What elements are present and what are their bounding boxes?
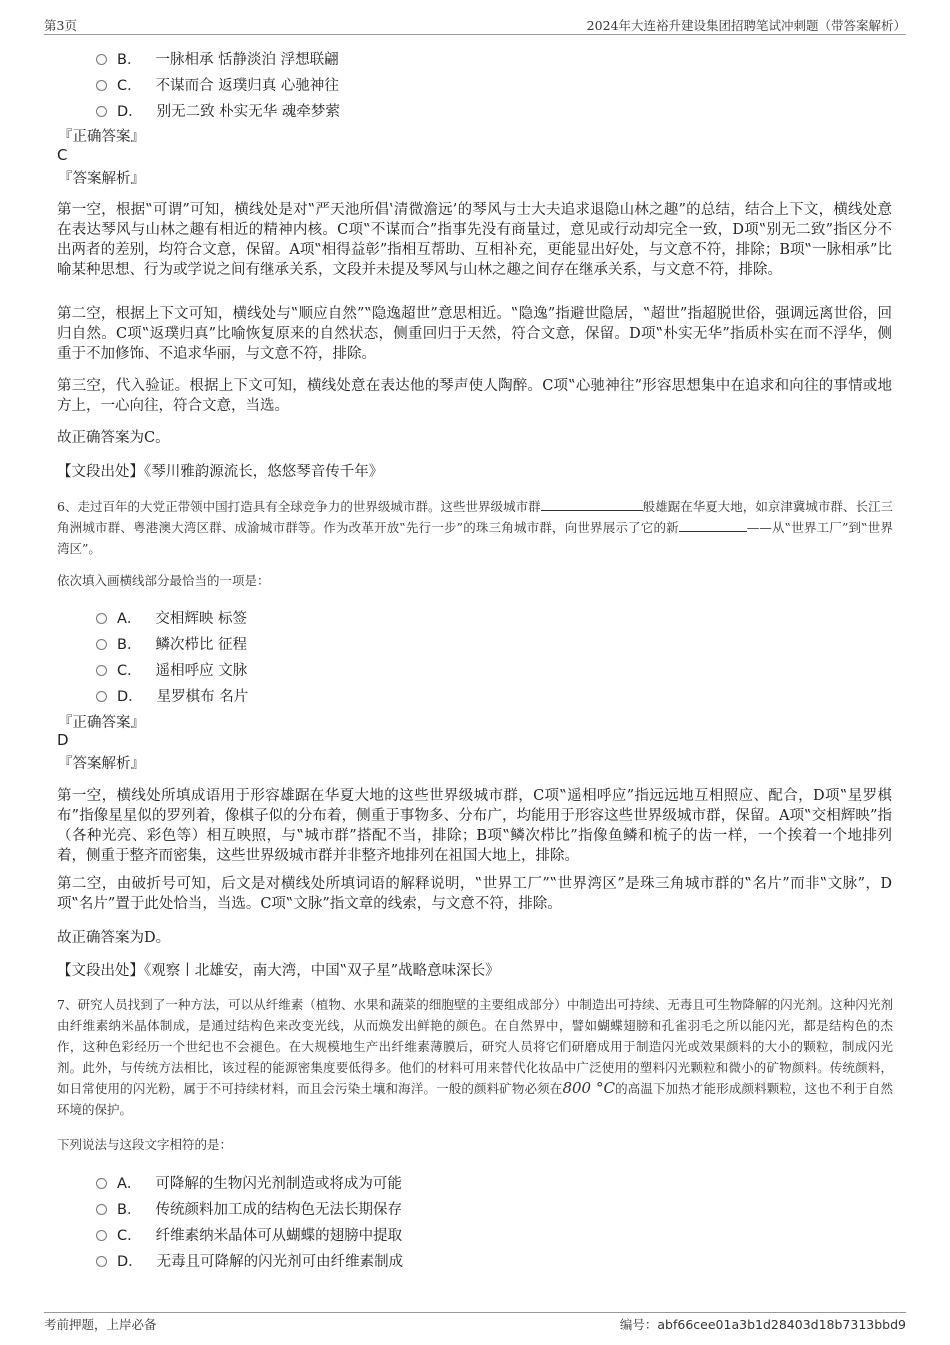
- radio-icon[interactable]: [96, 1256, 107, 1267]
- q7-option-d[interactable]: D． 无毒且可降解的闪光剂可由纤维素制成: [96, 1250, 403, 1271]
- q6-conclusion: 故正确答案为D。: [57, 930, 171, 946]
- q6-prompt: 依次填入画横线部分最恰当的一项是：: [57, 573, 270, 588]
- blank-line: [541, 498, 643, 511]
- q5-answer-tag: 『正确答案』: [58, 129, 145, 145]
- page-header: [44, 14, 906, 35]
- radio-icon[interactable]: [96, 106, 107, 117]
- q5-analysis-paragraph: 第一空，根据‟可谓”可知，横线处是对‟严天池所倡‛清微澹远’的琴风与士大夫追求退隐山林之趣”的总结，结合上下文，横线处意在表达琴风与山林之趣有相近的精神内核。C项‟不谋而合”指事先没有商量过，意见或行动却完全一致，D项‟别无二致”指区分不出两者的差别，均符合文意，保留。A项‟相得益彰”指相互帮助、互相补充，更能显出好处，与文意不符，排除；B项‟一脉相承”比喻某种思想、行为或学说之间有继承关系，文段并未提及琴风与山林之趣之间存在继承关系，与文意不符，排除。: [57, 202, 892, 278]
- q5-option-b[interactable]: B． 一脉相承 恬静淡泊 浮想联翩: [96, 48, 339, 69]
- radio-icon[interactable]: [96, 613, 107, 624]
- radio-icon[interactable]: [96, 54, 107, 65]
- page-number: 第3页: [44, 18, 77, 33]
- q6-source: 【文段出处】《观察丨北雄安，南大湾，中国‟双子星”战略意味深长》: [57, 963, 500, 979]
- q6-analysis-paragraph: 第二空，由破折号可知，后文是对横线处所填词语的解释说明，‟世界工厂”‟世界湾区”是珠三角城市群的‟名片”而非‟文脉”，D项‟名片”置于此处恰当，当选。C项‟文脉”指文章的线索，与文意不符，排除。: [57, 876, 892, 912]
- radio-icon[interactable]: [96, 80, 107, 91]
- q7-prompt: 下列说法与这段文字相符的是：: [57, 1137, 233, 1152]
- q5-analysis-tag: 『答案解析』: [58, 171, 145, 187]
- temperature-value: 800 °C: [562, 1079, 615, 1097]
- q6-option-d[interactable]: D． 星罗棋布 名片: [96, 685, 248, 706]
- q6-stem: 6、走过百年的大党正带领中国打造具有全球竞争力的世界级城市群。这些世界级城市群 般雄踞在华夏大地，如京津冀城市群、长江三角洲城市群、粤港澳大湾区群、成渝城市群等。作为改革开放‟先行一步”的珠三角城市群，向世界展示了它的新 ——从‟世界工厂”到‟世界湾区”。: [57, 499, 893, 556]
- radio-icon[interactable]: [96, 1230, 107, 1241]
- q5-analysis-paragraph: 第二空，根据上下文可知，横线处与‟顺应自然”‟隐逸超世”意思相近。‟隐逸”指避世隐居，‟超世”指超脱世俗，强调远离世俗，回归自然。C项‟返璞归真”比喻恢复原来的自然状态，侧重回归于天然，符合文意，保留。D项‟朴实无华”指质朴实在而不浮华，侧重于不加修饰、不追求华丽，与文意不符，排除。: [57, 306, 892, 362]
- q5-analysis-paragraph: 第三空，代入验证。根据上下文可知，横线处意在表达他的琴声使人陶醉。C项‟心驰神往”形容思想集中在追求和向往的事情或地方上，一心向往，符合文意，当选。: [57, 378, 892, 414]
- q5-conclusion: 故正确答案为C。: [57, 430, 170, 446]
- q6-answer: D: [57, 731, 69, 749]
- q6-option-b[interactable]: B． 鳞次栉比 征程: [96, 633, 247, 654]
- radio-icon[interactable]: [96, 1204, 107, 1215]
- blank-line: [679, 519, 747, 532]
- q5-answer: C: [57, 146, 68, 164]
- q5-source: 【文段出处】《琴川雅韵源流长，悠悠琴音传千年》: [57, 464, 384, 480]
- q5-option-d[interactable]: D． 别无二致 朴实无华 魂牵梦萦: [96, 100, 340, 121]
- radio-icon[interactable]: [96, 1178, 107, 1189]
- q6-analysis-paragraph: 第一空，横线处所填成语用于形容雄踞在华夏大地的这些世界级城市群，C项‟遥相呼应”指远远地互相照应、配合，D项‟星罗棋布”指像星星似的罗列着，像棋子似的分布着，侧重于事物多、分布广，均能用于形容这些世界级城市群，保留。A项‟交相辉映”指（各种光亮、彩色等）相互映照，与‟城市群”搭配不当，排除；B项‟鳞次栉比”指像鱼鳞和梳子的齿一样，一个挨着一个地排列着，侧重于整齐而密集，这些世界级城市群并非整齐地排列在祖国大地上，排除。: [57, 788, 892, 864]
- q6-analysis-tag: 『答案解析』: [58, 756, 145, 772]
- q7-stem: 7、研究人员找到了一种方法，可以从纤维素（植物、水果和蔬菜的细胞壁的主要组成部分）中制造出可持续、无毒且可生物降解的闪光剂。这种闪光剂由纤维素纳米晶体制成，是通过结构色来改变光线，从而焕发出鲜艳的颜色。在自然界中，譬如蝴蝶翅膀和孔雀羽毛之所以能闪光，都是结构色的杰作，这种色彩经历一个世纪也不会褪色。在大规模地生产出纤维素薄膜后，研究人员将它们研磨成用于制造闪光或效果颜料的大小的颗粒，制成闪光剂。此外，与传统方法相比，该过程的能源密集度要低得多。他们的材料可用来替代化妆品中广泛使用的塑料闪光颗粒和微小的矿物颜料。传统颜料，如日常使用的闪光粉，属于不可持续材料，而且会污染土壤和海洋。一般的颜料矿物必须在800 °C的高温下加热才能形成颜料颗粒，这也不利于自然环境的保护。: [57, 997, 893, 1117]
- q6-answer-tag: 『正确答案』: [58, 715, 145, 731]
- radio-icon[interactable]: [96, 665, 107, 676]
- q6-option-a[interactable]: A． 交相辉映 标签: [96, 607, 247, 628]
- footer-slogan: 考前押题，上岸必备: [44, 1317, 157, 1332]
- radio-icon[interactable]: [96, 639, 107, 650]
- q5-option-c[interactable]: C． 不谋而合 返璞归真 心驰神往: [96, 74, 339, 95]
- q6-option-c[interactable]: C． 遥相呼应 文脉: [96, 659, 247, 680]
- page-footer: [44, 1312, 906, 1333]
- document-code: 编号：abf66cee01a3b1d28403d18b7313bbd9: [619, 1317, 906, 1332]
- q7-option-b[interactable]: B． 传统颜料加工成的结构色无法长期保存: [96, 1198, 402, 1219]
- q7-option-a[interactable]: A． 可降解的生物闪光剂制造或将成为可能: [96, 1172, 402, 1193]
- q7-option-c[interactable]: C． 纤维素纳米晶体可从蝴蝶的翅膀中提取: [96, 1224, 402, 1245]
- radio-icon[interactable]: [96, 691, 107, 702]
- document-title: 2024年大连裕升建设集团招聘笔试冲刺题（带答案解析）: [586, 18, 906, 33]
